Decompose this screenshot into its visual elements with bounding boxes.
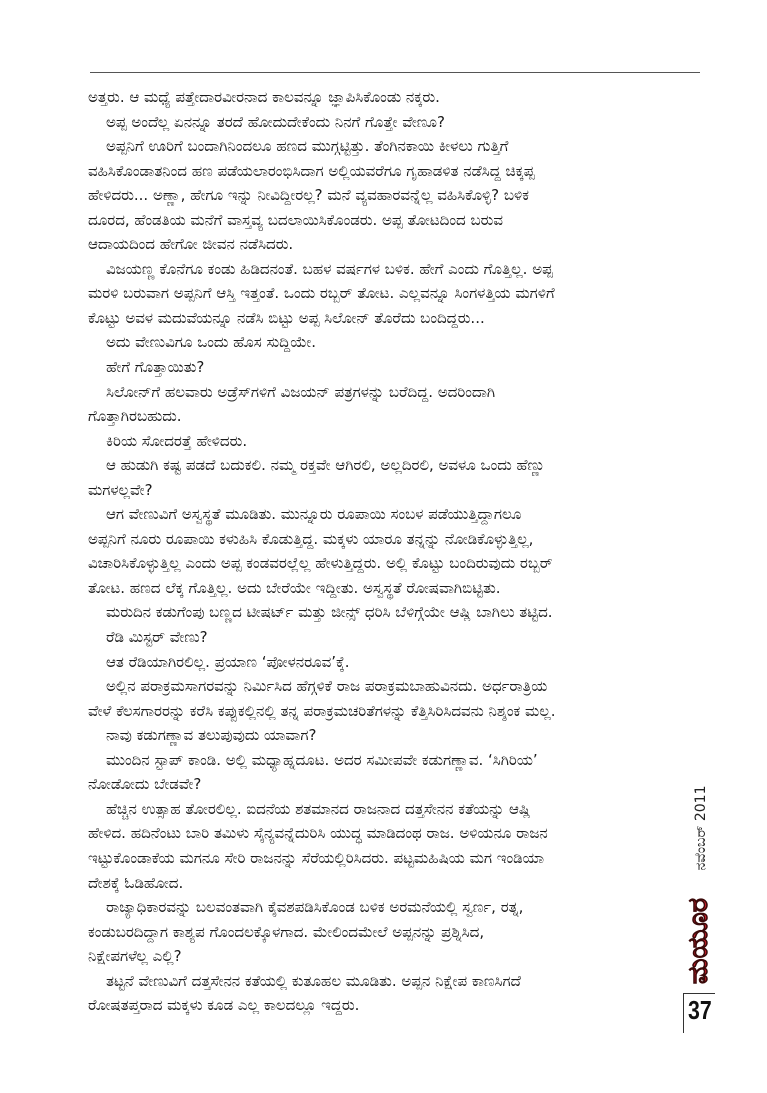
article-body — [88, 85, 678, 1018]
text-line: ಕಿರಿಯ ಸೋದರತ್ತೆ ಹೇಳಿದರು. — [106, 431, 248, 450]
paragraph — [88, 380, 678, 429]
paragraph — [88, 85, 678, 110]
paragraph — [88, 650, 678, 675]
paragraph — [88, 723, 678, 748]
text-line: ಹೆಚ್ಚಿನ ಉತ್ಸಾಹ ತೋರಲಿಲ್ಲ. ಐದನೆಯ ಶತಮಾನದ ರಾಜನಾದ ದತ್ತಸೇನನ ಕತೆಯನ್ನು ಆಷ್ಲಿ — [106, 799, 531, 818]
text-line: ಅಪ್ಪ ಅಂದೆಲ್ಲ ಏನನ್ನೂ ತರದೆ ಹೋದುದೇಕೆಂದು ನಿನಗೆ ಗೊತ್ತೇ ವೇಣೂ? — [106, 112, 445, 131]
paragraph — [88, 600, 678, 625]
text-line: ರೋಷತಪ್ತರಾದ ಮಕ್ಕಳು ಕೂಡ ಎಲ್ಲ ಕಾಲದಲ್ಲೂ ಇದ್ದರು. — [88, 996, 360, 1015]
text-line: ವಹಿಸಿಕೊಂಡಾತನಿಂದ ಹಣ ಪಡೆಯಲಾರಂಭಿಸಿದಾಗ ಅಲ್ಲಿಯವರೆಗೂ ಗೃಹಾಡಳಿತ ನಡೆಸಿದ್ದ ಚಿಕ್ಕಪ್ಪ — [88, 161, 535, 180]
text-line: ಹೇಗೆ ಗೊತ್ತಾಯಿತು? — [106, 358, 205, 377]
text-line: ಕಂಡುಬರದಿದ್ದಾಗ ಕಾಶ್ಯಪ ಗೊಂದಲಕ್ಕೊಳಗಾದ. ಮೇಲಿಂದಮೇಲೆ ಅಪ್ಪನನ್ನು ಪ್ರಶ್ನಿಸಿದ, — [88, 922, 485, 941]
paragraph — [88, 453, 678, 502]
text-line: ಮರುದಿನ ಕಡುಗೆಂಪು ಬಣ್ಣದ ಟೀಷರ್ಟ್ ಮತ್ತು ಜೀನ್ಸ್ ಧರಿಸಿ ಬೆಳಿಗ್ಗೆಯೇ ಆಷ್ಲಿ ಬಾಗಿಲು ತಟ್ಟಿದ. — [106, 603, 553, 622]
text-line: ವಿಜಯಣ್ಣ ಕೊನೆಗೂ ಕಂಡು ಹಿಡಿದನಂತೆ. ಬಹಳ ವರ್ಷಗಳ ಬಳಿಕ. ಹೇಗೆ ಎಂದು ಗೊತ್ತಿಲ್ಲ. ಅಪ್ಪ — [106, 259, 553, 278]
text-line: ಅಲ್ಲಿನ ಪರಾಕ್ರಮಸಾಗರವನ್ನು ನಿರ್ಮಿಸಿದ ಹೆಗ್ಗಳಿಕೆ ರಾಜ ಪರಾಕ್ರಮಬಾಹುವಿನದು. ಅರ್ಧರಾತ್ರಿಯ — [106, 677, 548, 696]
paragraph — [88, 797, 678, 895]
paragraph — [88, 330, 678, 355]
text-line: ನೋಡೋದು ಬೇಡವೇ? — [88, 775, 202, 794]
text-line: ಇಟ್ಟುಕೊಂಡಾಕೆಯ ಮಗನೂ ಸೇರಿ ರಾಜನನ್ನು ಸೆರೆಯಲ್ಲಿರಿಸಿದರು. ಪಟ್ಟಮಹಿಷಿಯ ಮಗ ಇಂಡಿಯಾ — [88, 848, 544, 867]
text-line: ಹೇಳಿದರು... ಅಣ್ಣಾ, ಹೇಗೂ ಇನ್ನು ನೀವಿದ್ದೀರಲ್ಲ? ಮನೆ ವ್ಯವಹಾರವನ್ನೆಲ್ಲ ವಹಿಸಿಕೊಳ್ಳಿ? ಬಳಿಕ — [88, 186, 529, 205]
text-line: ಮರಳಿ ಬರುವಾಗ ಅಪ್ಪನಿಗೆ ಆಸ್ತಿ ಇತ್ತಂತೆ. ಒಂದು ರಬ್ಬರ್ ತೋಟ. ಎಲ್ಲವನ್ನೂ ಸಿಂಗಳತ್ತಿಯ ಮಗಳಿಗೆ — [88, 284, 555, 303]
text-line: ತಟ್ಟನೆ ವೇಣುವಿಗೆ ದತ್ತಸೇನನ ಕತೆಯಲ್ಲಿ ಕುತೂಹಲ ಮೂಡಿತು. ಅಪ್ಪನ ನಿಕ್ಷೇಪ ಕಾಣಸಿಗದೆ — [106, 971, 521, 990]
magazine-logo: ಮಯೂರ — [683, 897, 714, 985]
text-line: ದೂರದ, ಹೆಂಡತಿಯ ಮನೆಗೆ ವಾಸ್ತವ್ಯ ಬದಲಾಯಿಸಿಕೊಂಡರು. ಅಪ್ಪ ತೋಟದಿಂದ ಬರುವ — [88, 210, 503, 229]
text-line: ಅದು ವೇಣುವಿಗೂ ಒಂದು ಹೊಸ ಸುದ್ದಿಯೇ. — [106, 333, 316, 352]
paragraph — [88, 429, 678, 454]
text-line: ಕೊಟ್ಟು ಅವಳ ಮದುವೆಯನ್ನೂ ನಡೆಸಿ ಬಿಟ್ಟು ಅಪ್ಪ ಸಿಲೋನ್ ತೊರೆದು ಬಂದಿದ್ದರು... — [88, 308, 485, 327]
paragraph — [88, 502, 678, 600]
text-line: ಆಗ ವೇಣುವಿಗೆ ಅಸ್ವಸ್ಥತೆ ಮೂಡಿತು. ಮುನ್ನೂರು ರೂಪಾಯಿ ಸಂಬಳ ಪಡೆಯುತ್ತಿದ್ದಾಗಲೂ — [106, 505, 522, 524]
paragraph — [88, 748, 678, 797]
text-line: ನಾವು ಕಡುಗಣ್ಣಾವ ತಲುಪುವುದು ಯಾವಾಗ? — [106, 726, 317, 745]
paragraph — [88, 355, 678, 380]
folio-rule-horizontal — [683, 993, 715, 994]
text-line: ವಿಚಾರಿಸಿಕೊಳ್ಳುತ್ತಿಲ್ಲ ಎಂದು ಅಪ್ಪ ಕಂಡವರಲ್ಲೆಲ್ಲ ಹೇಳುತ್ತಿದ್ದರು. ಅಲ್ಲಿ ಕೊಟ್ಟು ಬಂದಿರುವುದು ರಬ್ಬರ್ — [88, 554, 553, 573]
page-number: 37 — [688, 995, 712, 1025]
text-line: ತೋಟ. ಹಣದ ಲೆಕ್ಕ ಗೊತ್ತಿಲ್ಲ. ಅದು ಬೇರೆಯೇ ಇದ್ದೀತು. ಅಸ್ವಸ್ಥತೆ ರೋಷವಾಗಿಬಿಟ್ಟಿತು. — [88, 578, 501, 597]
paragraph — [88, 969, 678, 1018]
folio-rule-vertical — [683, 993, 684, 1033]
header-rule — [90, 72, 700, 73]
text-line: ಗೊತ್ತಾಗಿರಬಹುದು. — [88, 407, 182, 426]
text-line: ವೇಳೆ ಕೆಲಸಗಾರರನ್ನು ಕರೆಸಿ ಕಪ್ಪುಕಲ್ಲಿನಲ್ಲಿ ತನ್ನ ಪರಾಕ್ರಮಚರಿತೆಗಳನ್ನು ಕೆತ್ತಿಸಿರಿಸಿದವನು ನಿಶ್ಶಂಕ ಮಲ್ಲ. — [88, 701, 556, 720]
paragraph — [88, 257, 678, 331]
paragraph — [88, 110, 678, 135]
text-line: ಅಪ್ಪನಿಗೆ ನೂರು ರೂಪಾಯಿ ಕಳುಹಿಸಿ ಕೊಡುತ್ತಿದ್ದ. ಮಕ್ಕಳು ಯಾರೂ ತನ್ನನ್ನು ನೋಡಿಕೊಳ್ಳುತ್ತಿಲ್ಲ, — [88, 529, 534, 548]
text-line: ರಾಜ್ಯಾಧಿಕಾರವನ್ನು ಬಲವಂತವಾಗಿ ಕೈವಶಪಡಿಸಿಕೊಂಡ ಬಳಿಕ ಅರಮನೆಯಲ್ಲಿ ಸ್ವರ್ಣ, ರತ್ನ, — [106, 898, 524, 917]
issue-date: ನವೆಂಬರ್ 2011 — [693, 785, 709, 871]
text-line: ಸಿಲೋನ್‌ಗೆ ಹಲವಾರು ಅಡ್ರೆಸ್‌ಗಳಿಗೆ ವಿಜಯನ್ ಪತ್ರಗಳನ್ನು ಬರೆದಿದ್ದ. ಅದರಿಂದಾಗಿ — [106, 382, 496, 401]
text-line: ಮುಂದಿನ ಸ್ಟಾಪ್ ಕಾಂಡಿ. ಅಲ್ಲಿ ಮಧ್ಯಾಹ್ನದೂಟ. ಅದರ ಸಮೀಪವೇ ಕಡುಗಣ್ಣಾವ. ‘ಸಿಗಿರಿಯ’ — [106, 750, 538, 769]
text-line: ಮಗಳಲ್ಲವೇ? — [88, 480, 153, 499]
text-line: ಆದಾಯದಿಂದ ಹೇಗೋ ಜೀವನ ನಡೆಸಿದರು. — [88, 235, 294, 254]
text-line: ಅತ್ತರು. ಆ ಮಧ್ಯೆ ಪತ್ತೇದಾರವೀರನಾದ ಕಾಲವನ್ನೂ ಜ್ಞಾಪಿಸಿಕೊಂಡು ನಕ್ಕರು. — [88, 88, 440, 106]
text-line: ಆತ ರೆಡಿಯಾಗಿರಲಿಲ್ಲ. ಪ್ರಯಾಣ ‘ಪೋಳನರೂವ’ಕ್ಕೆ. — [106, 652, 350, 671]
text-line: ಅಪ್ಪನಿಗೆ ಊರಿಗೆ ಬಂದಾಗಿನಿಂದಲೂ ಹಣದ ಮುಗ್ಗಟ್ಟಿತ್ತು. ತೆಂಗಿನಕಾಯಿ ಕೀಳಲು ಗುತ್ತಿಗೆ — [106, 137, 509, 156]
text-line: ದೇಶಕ್ಕೆ ಓಡಿಹೋದ. — [88, 873, 184, 892]
paragraph — [88, 134, 678, 257]
paragraph — [88, 895, 678, 969]
paragraph — [88, 674, 678, 723]
text-line: ಆ ಹುಡುಗಿ ಕಷ್ಟ ಪಡದೆ ಬದುಕಲಿ. ನಮ್ಮ ರಕ್ತವೇ ಆಗಿರಲಿ, ಅಲ್ಲದಿರಲಿ, ಅವಳೂ ಒಂದು ಹೆಣ್ಣು — [106, 456, 546, 475]
text-line: ನಿಕ್ಷೇಪಗಳೆಲ್ಲ ಎಲ್ಲಿ? — [88, 947, 182, 966]
paragraph — [88, 625, 678, 650]
text-line: ರೆಡಿ ಮಿಸ್ಟರ್ ವೇಣು? — [106, 628, 208, 647]
text-line: ಹೇಳಿದ. ಹದಿನೆಂಟು ಬಾರಿ ತಮಿಳು ಸೈನ್ಯವನ್ನೆದುರಿಸಿ ಯುದ್ಧ ಮಾಡಿದಂಥ ರಾಜ. ಅಳಿಯನೂ ರಾಜನ — [88, 824, 548, 843]
